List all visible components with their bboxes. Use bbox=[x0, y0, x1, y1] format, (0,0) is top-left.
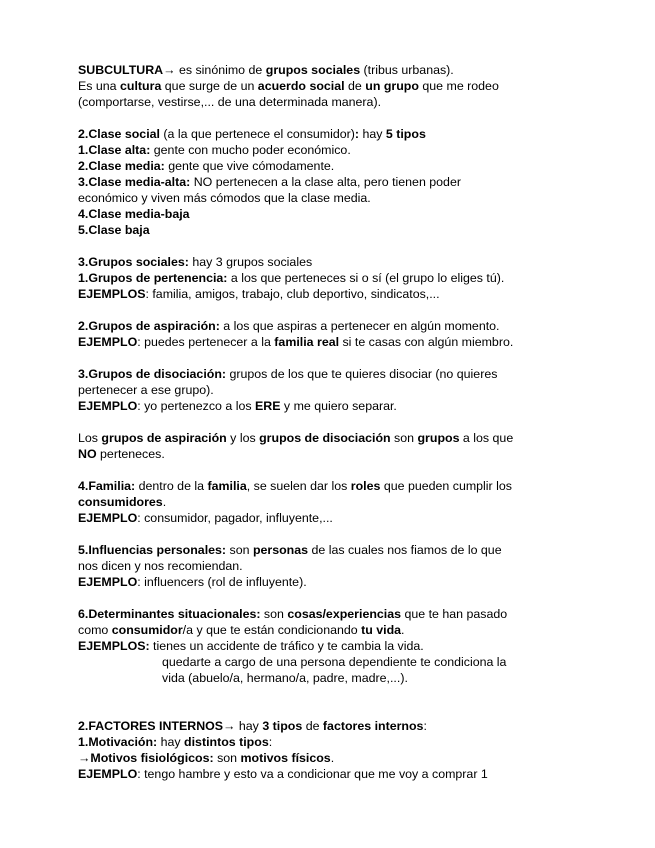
text: : bbox=[268, 735, 273, 749]
clase-media-alta-line bbox=[78, 174, 583, 190]
text: de bbox=[344, 79, 366, 93]
term: motivos físicos bbox=[240, 751, 331, 765]
subcultura-line-2 bbox=[78, 78, 583, 94]
term: 1.Motivación: bbox=[78, 735, 158, 749]
term: : bbox=[354, 127, 360, 141]
factores-internos-heading bbox=[78, 718, 583, 734]
text: son bbox=[213, 751, 241, 765]
text: son bbox=[226, 543, 253, 557]
ejemplo-disociacion-line bbox=[78, 398, 583, 414]
text: : influencers (rol de influyente). bbox=[137, 575, 307, 589]
term: factores internos bbox=[322, 719, 424, 733]
text: . bbox=[330, 751, 335, 765]
ejemplos-determinantes-line-3: vida (abuelo/a, hermano/a, padre, madre,...). bbox=[162, 671, 408, 685]
text: perteneces. bbox=[96, 447, 165, 461]
term: 2.FACTORES INTERNOS→ bbox=[78, 719, 236, 733]
text: de bbox=[302, 719, 323, 733]
term: cosas/experiencias bbox=[287, 607, 402, 621]
term: 3.Grupos sociales: bbox=[78, 255, 189, 269]
text: a los que aspiras a pertenecer en algún momento. bbox=[219, 319, 500, 333]
text: son bbox=[390, 431, 418, 445]
text: . bbox=[162, 495, 167, 509]
grupos-disociacion-line-2: pertenecer a ese grupo). bbox=[78, 383, 214, 397]
grupos-sociales-heading bbox=[78, 254, 583, 270]
text: que me rodeo bbox=[418, 79, 499, 93]
term: acuerdo social bbox=[257, 79, 345, 93]
term: 2.Grupos de aspiración: bbox=[78, 319, 220, 333]
document-page bbox=[78, 62, 583, 782]
text: : puedes pertenecer a la bbox=[137, 335, 275, 349]
term: 5 tipos bbox=[385, 127, 426, 141]
term: grupos sociales bbox=[265, 63, 361, 77]
text: gente con mucho poder económico. bbox=[150, 143, 351, 157]
text: hay bbox=[359, 127, 386, 141]
term: roles bbox=[350, 479, 381, 493]
note-line-2 bbox=[78, 446, 583, 462]
term: 3.Grupos de disociación: bbox=[78, 367, 227, 381]
term: EJEMPLO bbox=[78, 399, 138, 413]
motivacion-line bbox=[78, 734, 583, 750]
term: 3.Clase media-alta: bbox=[78, 175, 191, 189]
text: : yo pertenezco a los bbox=[137, 399, 255, 413]
term: 2.Clase social bbox=[78, 127, 160, 141]
influencias-line bbox=[78, 542, 583, 558]
term: 1.Clase alta: bbox=[78, 143, 151, 157]
term: 4.Familia: bbox=[78, 479, 136, 493]
text: Es una bbox=[78, 79, 121, 93]
term: EJEMPLOS bbox=[78, 287, 146, 301]
term: un grupo bbox=[365, 79, 419, 93]
clase-media-baja-line bbox=[78, 206, 583, 222]
text: (tribus urbanas). bbox=[360, 63, 454, 77]
text: Los bbox=[78, 431, 102, 445]
text: si te casas con algún miembro. bbox=[339, 335, 514, 349]
text: que te han pasado bbox=[401, 607, 508, 621]
text: (a la que pertenece el consumidor) bbox=[159, 127, 355, 141]
text: a los que bbox=[459, 431, 514, 445]
term: NO bbox=[78, 447, 97, 461]
term: EJEMPLO bbox=[78, 335, 138, 349]
clase-media-line bbox=[78, 158, 583, 174]
text: grupos de los que te quieres disociar (no quieres bbox=[226, 367, 498, 381]
term: EJEMPLO bbox=[78, 767, 138, 781]
text: que surge de un bbox=[161, 79, 258, 93]
text: , se suelen dar los bbox=[246, 479, 351, 493]
clase-baja-line bbox=[78, 222, 583, 238]
text: tienes un accidente de tráfico y te cambia la vida. bbox=[149, 639, 424, 653]
text: son bbox=[260, 607, 288, 621]
term: EJEMPLO bbox=[78, 511, 138, 525]
text: como bbox=[78, 623, 112, 637]
term: 6.Determinantes situacionales: bbox=[78, 607, 261, 621]
grupos-disociacion-line bbox=[78, 366, 583, 382]
ejemplo-familia-line bbox=[78, 510, 583, 526]
term: 3 tipos bbox=[262, 719, 303, 733]
term: 5.Influencias personales: bbox=[78, 543, 227, 557]
motivos-fisiologicos-line bbox=[78, 750, 583, 766]
clase-media-alta-line-2: económico y viven más cómodos que la clase media. bbox=[78, 191, 371, 205]
term: cultura bbox=[120, 79, 162, 93]
familia-line-2 bbox=[78, 494, 583, 510]
term: grupos de aspiración bbox=[101, 431, 227, 445]
term: grupos bbox=[417, 431, 460, 445]
text: gente que vive cómodamente. bbox=[164, 159, 335, 173]
text: que pueden cumplir los bbox=[380, 479, 512, 493]
influencias-line-2: nos dicen y nos recomiendan. bbox=[78, 559, 243, 573]
text: : consumidor, pagador, influyente,... bbox=[137, 511, 333, 525]
text: y me quiero separar. bbox=[280, 399, 397, 413]
text: a los que perteneces si o sí (el grupo lo eliges tú). bbox=[227, 271, 505, 285]
term: consumidores bbox=[78, 495, 163, 509]
text: : familia, amigos, trabajo, club deportivo, sindicatos,... bbox=[145, 287, 440, 301]
text: y los bbox=[226, 431, 260, 445]
term: EJEMPLOS: bbox=[78, 639, 150, 653]
clase-social-heading bbox=[78, 126, 583, 142]
text: : bbox=[423, 719, 427, 733]
clase-alta-line bbox=[78, 142, 583, 158]
text: es sinónimo de bbox=[175, 63, 266, 77]
familia-line bbox=[78, 478, 583, 494]
term: SUBCULTURA→ bbox=[78, 63, 176, 77]
subcultura-line bbox=[78, 62, 583, 78]
text: hay 3 grupos sociales bbox=[188, 255, 313, 269]
text: hay bbox=[157, 735, 185, 749]
term: 5.Clase baja bbox=[78, 223, 150, 237]
ejemplos-determinantes-line bbox=[78, 638, 583, 654]
grupos-aspiracion-line bbox=[78, 318, 583, 334]
note-line bbox=[78, 430, 583, 446]
term: distintos tipos bbox=[184, 735, 269, 749]
text: dentro de la bbox=[135, 479, 208, 493]
text: : tengo hambre y esto va a condicionar que me voy a comprar 1 bbox=[137, 767, 488, 781]
ejemplo-aspiracion-line bbox=[78, 334, 583, 350]
ejemplos-pertenencia-line bbox=[78, 286, 583, 302]
text: hay bbox=[235, 719, 263, 733]
determinantes-line bbox=[78, 606, 583, 622]
subcultura-line-3: (comportarse, vestirse,... de una determinada manera). bbox=[78, 95, 382, 109]
grupos-pertenencia-line bbox=[78, 270, 583, 286]
term: personas bbox=[252, 543, 309, 557]
ejemplo-motivacion-line bbox=[78, 766, 583, 782]
determinantes-line-2 bbox=[78, 622, 583, 638]
term: familia bbox=[207, 479, 247, 493]
term: EJEMPLO bbox=[78, 575, 138, 589]
text: . bbox=[401, 623, 405, 637]
ejemplo-influencias-line bbox=[78, 574, 583, 590]
term: 2.Clase media: bbox=[78, 159, 165, 173]
text: NO pertenecen a la clase alta, pero tienen poder bbox=[190, 175, 461, 189]
term: grupos de disociación bbox=[259, 431, 391, 445]
ejemplos-determinantes-line-2: quedarte a cargo de una persona dependiente te condiciona la bbox=[162, 655, 507, 669]
term: 4.Clase media-baja bbox=[78, 207, 190, 221]
term: familia real bbox=[274, 335, 340, 349]
term: →Motivos fisiológicos: bbox=[78, 751, 214, 765]
text: /a y que te están condicionando bbox=[182, 623, 362, 637]
term: consumidor bbox=[111, 623, 183, 637]
term: tu vida bbox=[361, 623, 402, 637]
term: 1.Grupos de pertenencia: bbox=[78, 271, 228, 285]
term: ERE bbox=[255, 399, 281, 413]
text: de las cuales nos fiamos de lo que bbox=[308, 543, 502, 557]
